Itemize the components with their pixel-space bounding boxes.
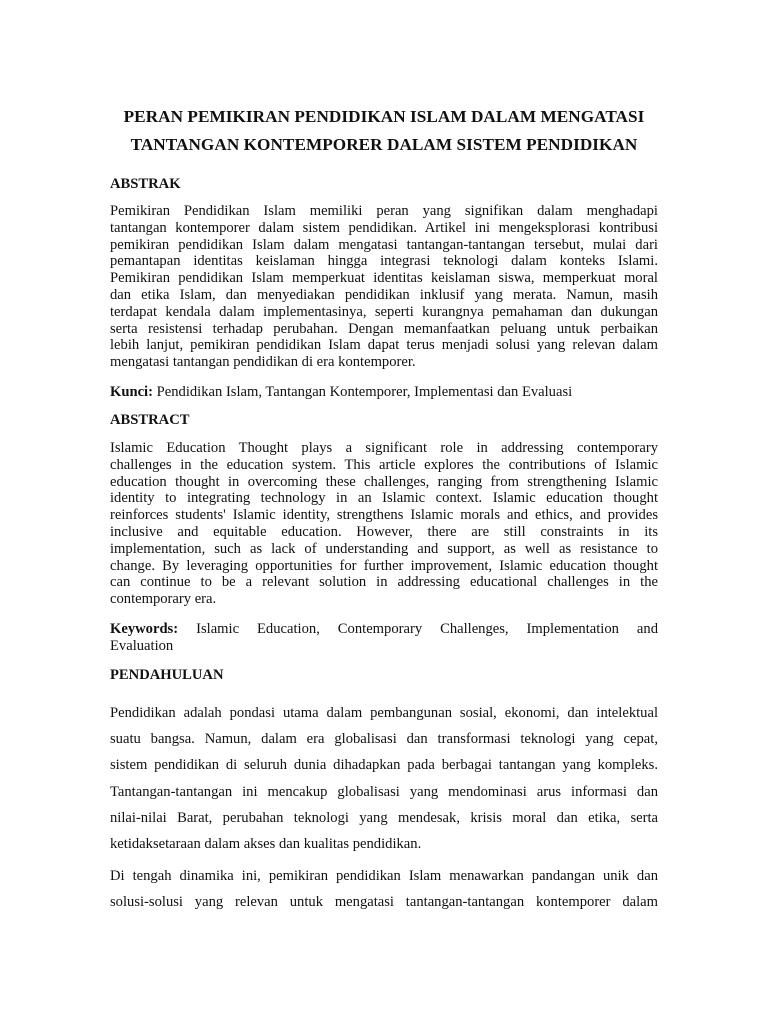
abstract-line: education thought in overcoming these challenges, ranging from strengthening Islamic (110, 473, 658, 490)
pendahuluan-paragraph-2 (110, 863, 658, 915)
abstrak-line: dan etika Islam, dan menyediakan pendidikan inklusif yang merata. Namun, masih (110, 286, 658, 303)
abstract-line: reinforces students' Islamic identity, strengthens Islamic morals and ethics, and provides (110, 507, 658, 524)
abstract-line: contemporary era. (110, 591, 217, 608)
pendahuluan-paragraph-1 (110, 700, 658, 857)
pendahuluan-line: Di tengah dinamika ini, pemikiran pendidikan Islam menawarkan pandangan unik dan (110, 868, 658, 884)
kunci-text: Pendidikan Islam, Tantangan Kontemporer, Implementasi dan Evaluasi (152, 384, 573, 400)
abstract-heading: ABSTRACT (110, 412, 190, 428)
abstrak-heading: ABSTRAK (110, 176, 181, 192)
title-line-1: PERAN PEMIKIRAN PENDIDIKAN ISLAM DALAM MENGATASI (123, 107, 645, 126)
abstract-line: implementation, such as lack of understanding and support, as well as resistance to (110, 540, 658, 557)
pendahuluan-heading: PENDAHULUAN (110, 667, 224, 683)
abstrak-line: Pemikiran pendidikan Islam memperkuat identitas keislaman siswa, memperkuat moral (110, 270, 658, 287)
abstrak-line: lebih lanjut, pemikiran pendidikan Islam dapat terus menjadi solusi yang relevan dalam (110, 337, 658, 354)
abstrak-line: pemantapan identitas keislaman hingga integrasi teknologi dalam konteks Islami. (110, 253, 658, 270)
keywords-label: Keywords: (110, 621, 179, 637)
abstract-line: challenges in the education system. This article explores the contributions of Islamic (110, 456, 658, 473)
pendahuluan-line: sistem pendidikan di seluruh dunia dihadapkan pada berbagai tantangan yang kompleks. (110, 757, 658, 774)
abstrak-line: terdapat kendala dalam implementasinya, seperti kurangnya pemahaman dan dukungan (110, 303, 658, 320)
keywords-text: Islamic Education, Contemporary Challenges, Implementation and (196, 621, 658, 637)
abstrak-line: serta resistensi terhadap perubahan. Dengan memanfaatkan peluang untuk perbaikan (110, 320, 658, 337)
abstract-line: Islamic Education Thought plays a significant role in addressing contemporary (110, 440, 658, 456)
abstract-line: identity to integrating technology in an Islamic context. Islamic education thought (110, 490, 658, 507)
pendahuluan-line: Pendidikan adalah pondasi utama dalam pembangunan sosial, ekonomi, dan intelektual (110, 705, 658, 721)
abstrak-paragraph (110, 203, 658, 371)
keywords-line-2: Evaluation (110, 637, 174, 654)
pendahuluan-line: nilai-nilai Barat, perubahan teknologi yang mendesak, krisis moral dan etika, serta (110, 809, 658, 826)
pendahuluan-line: Tantangan-tantangan ini mencakup globalisasi yang mendominasi arus informasi dan (110, 783, 658, 800)
abstrak-line: pemikiran pendidikan Islam dalam mengatasi tantangan-tantangan tersebut, mulai dari (110, 236, 658, 253)
abstract-line: can continue to be a relevant solution in addressing educational challenges in the (110, 574, 658, 591)
abstrak-line: mengatasi tantangan pendidikan di era kontemporer. (110, 354, 416, 371)
abstract-paragraph (110, 440, 658, 608)
kunci-label: Kunci: (110, 384, 153, 400)
pendahuluan-line: solusi-solusi yang relevan untuk mengatasi tantangan-tantangan kontemporer dalam (110, 894, 658, 911)
keywords-line (110, 621, 658, 638)
abstrak-line: tantangan kontemporer dalam sistem pendidikan. Artikel ini mengeksplorasi kontribusi (110, 219, 658, 236)
keywords-block (110, 621, 658, 655)
kunci-line (110, 384, 658, 401)
abstract-line: inclusive and equitable education. However, there are still constraints in its (110, 523, 658, 540)
abstrak-line: Pemikiran Pendidikan Islam memiliki peran yang signifikan dalam menghadapi (110, 203, 658, 219)
pendahuluan-line: suatu bangsa. Namun, dalam era globalisasi dan transformasi teknologi yang cepat, (110, 731, 658, 748)
title-line-2: TANTANGAN KONTEMPORER DALAM SISTEM PENDIDIKAN (130, 135, 638, 154)
pendahuluan-line: ketidaksetaraan dalam akses dan kualitas pendidikan. (110, 835, 422, 852)
abstract-line: change. By leveraging opportunities for further improvement, Islamic education thought (110, 557, 658, 574)
